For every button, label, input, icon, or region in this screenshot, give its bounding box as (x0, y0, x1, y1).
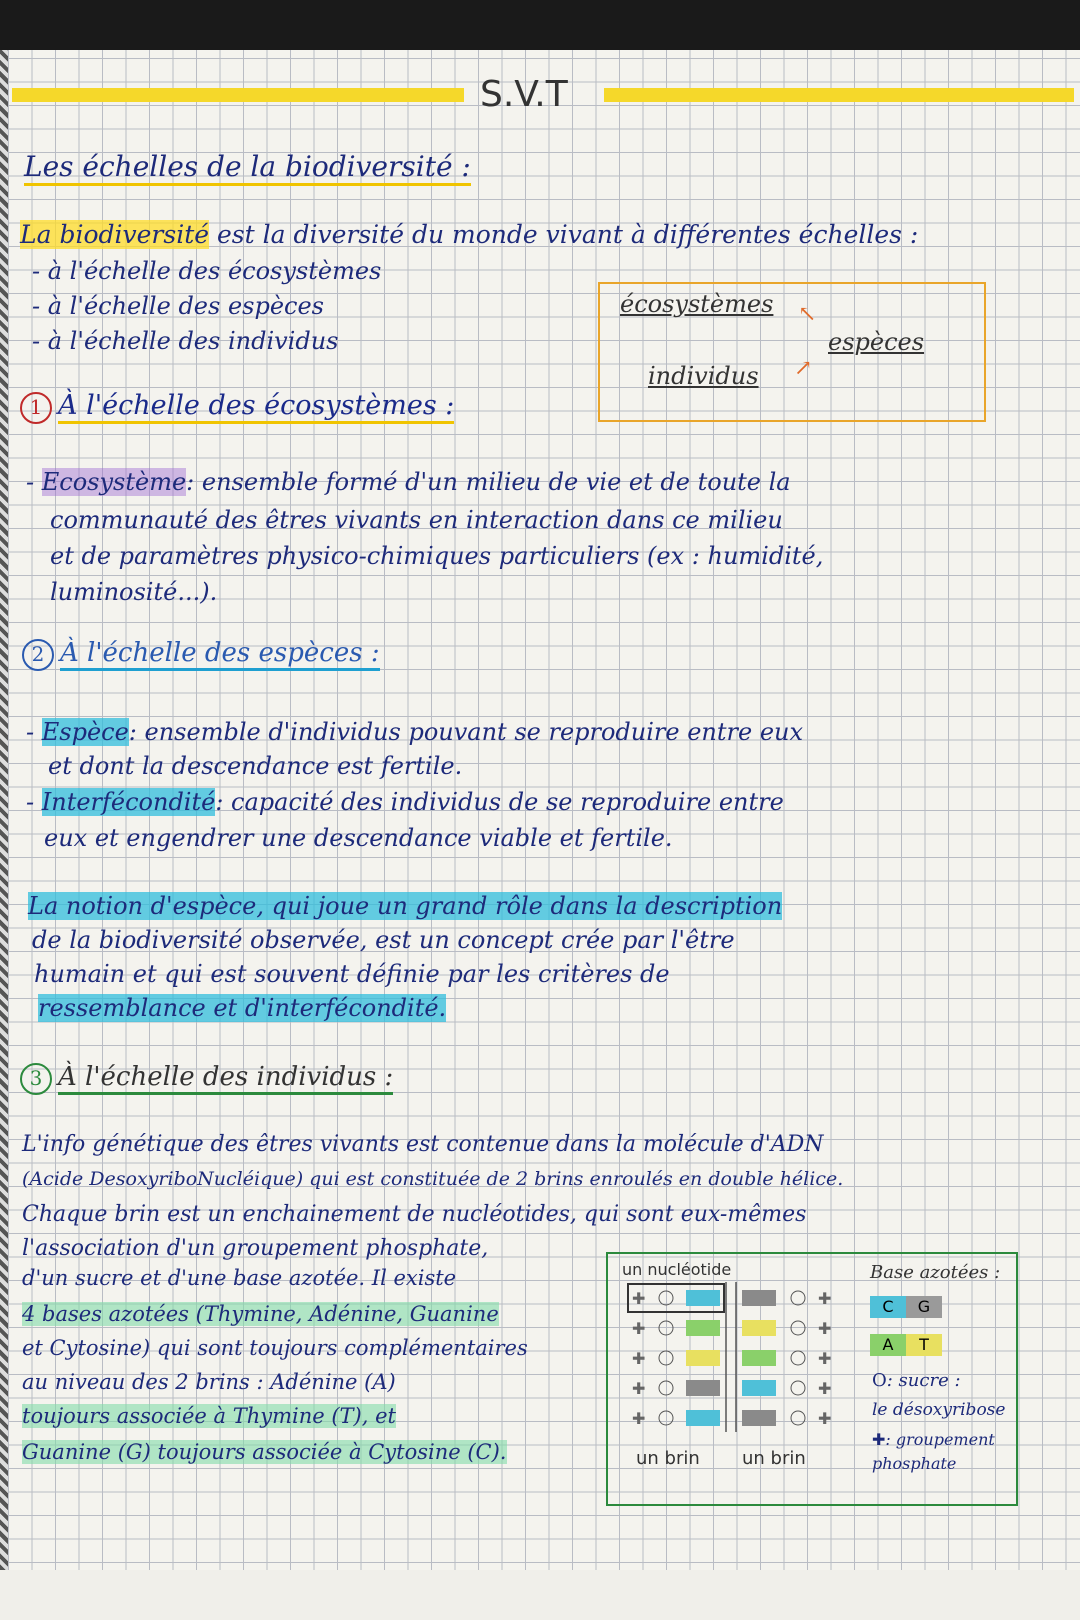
section1-text-1: : ensemble formé d'un milieu de vie et de toute la (186, 468, 791, 496)
diagram-especes: espèces (828, 328, 925, 356)
legend-at (870, 1334, 942, 1356)
section3-line-4: l'association d'un groupement phosphate, (22, 1236, 489, 1261)
section1-line-4: luminosité...). (50, 578, 218, 606)
legend-phosphate-2: phosphate (872, 1454, 957, 1473)
svg-text:✚: ✚ (632, 1319, 646, 1338)
section3-line-10: Guanine (G) toujours associée à Cytosine (C). (22, 1440, 507, 1464)
espece-paragraph-3: humain et qui est souvent définie par les critères de (34, 960, 670, 988)
interfec-line-1: - Interfécondité: capacité des individus de se reproduire entre (26, 788, 784, 816)
term-biodiversite: La biodiversité (20, 220, 210, 249)
title-bar-left (12, 88, 464, 102)
section3-line-5: d'un sucre et d'une base azotée. Il existe (22, 1266, 457, 1290)
section3-line-9: toujours associée à Thymine (T), et (22, 1404, 396, 1428)
legend-title: Base azotées : (870, 1262, 1001, 1283)
legend-phosphate (872, 1430, 995, 1449)
phosphate-icon: ✚ (872, 1430, 886, 1449)
svg-text:✚: ✚ (632, 1349, 646, 1368)
section2-title: À l'échelle des espèces : (60, 638, 380, 671)
page-title: S.V.T (480, 74, 568, 115)
legend-sucre (872, 1370, 961, 1391)
label-brin-2: un brin (742, 1448, 806, 1469)
section1-number: 1 (20, 392, 52, 424)
legend-cg (870, 1296, 942, 1318)
section1-line-3: et de paramètres physico-chimiques particuliers (ex : humidité, (50, 542, 824, 570)
interfec-text-1: : capacité des individus de se reproduire entre (215, 788, 784, 816)
term-espece: Espèce (41, 718, 129, 746)
section3-title: À l'échelle des individus : (58, 1062, 393, 1095)
espece-paragraph-1: La notion d'espèce, qui joue un grand rôle dans la description (28, 892, 783, 920)
section3-line-1: L'info génétique des êtres vivants est contenue dans la molécule d'ADN (22, 1132, 824, 1157)
title-bar-right (604, 88, 1074, 102)
section3-number: 3 (20, 1063, 52, 1095)
intro-heading: Les échelles de la biodiversité : (24, 150, 471, 186)
sugar-icon: O (872, 1370, 887, 1391)
section3-line-3: Chaque brin est un enchainement de nucléotides, qui sont eux-mêmes (22, 1202, 807, 1227)
left-strand (632, 1289, 720, 1428)
section3-line-8: au niveau des 2 brins : Adénine (A) (22, 1370, 396, 1394)
section1-heading (20, 390, 454, 424)
section3-heading (20, 1062, 393, 1095)
arrow-individus-to-especes-icon: ↗ (794, 356, 813, 381)
espece-paragraph-4: ressemblance et d'interfécondité. (38, 994, 447, 1022)
svg-text:✚: ✚ (818, 1349, 832, 1368)
term-ecosysteme: Ecosystème (41, 468, 187, 496)
section1-line-1: - Ecosystème: ensemble formé d'un milieu de vie et de toute la (26, 468, 791, 496)
svg-text:✚: ✚ (818, 1379, 832, 1398)
espece-paragraph-2: de la biodiversité observée, est un concept crée par l'être (32, 926, 735, 954)
section3-line-7: et Cytosine) qui sont toujours complémentaires (22, 1336, 528, 1360)
dna-strands-illustration (626, 1282, 846, 1442)
label-brin-1: un brin (636, 1448, 700, 1469)
espece-text-1: : ensemble d'individus pouvant se reproduire entre eux (128, 718, 804, 746)
legend-desoxyribose: le désoxyribose (872, 1400, 1006, 1420)
section1-line-2: communauté des êtres vivants en interaction dans ce milieu (50, 506, 783, 534)
espece-line-1: - Espèce: ensemble d'individus pouvant se reproduire entre eux (26, 718, 804, 746)
svg-text:✚: ✚ (818, 1289, 832, 1308)
legend-a-base: A (870, 1334, 906, 1356)
label-nucleotide: un nucléotide (622, 1260, 732, 1279)
legend-c-base: C (870, 1296, 906, 1318)
section3-line-2: (Acide DesoxyriboNucléique) qui est constituée de 2 brins enroulés en double hélice. (22, 1168, 844, 1190)
svg-text:✚: ✚ (818, 1319, 832, 1338)
page-bottom-background (0, 1570, 1080, 1620)
intro-item-1: - à l'échelle des écosystèmes (32, 257, 382, 285)
svg-text:✚: ✚ (818, 1409, 832, 1428)
notebook-page (8, 50, 1080, 1570)
espece-line-2: et dont la descendance est fertile. (48, 752, 463, 780)
legend-phosphate-text: : groupement (885, 1430, 995, 1449)
svg-text:✚: ✚ (632, 1379, 646, 1398)
legend-g-base: G (906, 1296, 942, 1318)
legend-t-base: T (906, 1334, 942, 1356)
section3-line-6: 4 bases azotées (Thymine, Adénine, Guanine (22, 1302, 499, 1326)
diagram-ecosystemes: écosystèmes (620, 290, 774, 318)
diagram-individus: individus (648, 362, 759, 390)
intro-item-2: - à l'échelle des espèces (32, 292, 324, 320)
definition-text: est la diversité du monde vivant à différentes échelles : (217, 220, 919, 249)
term-interfecondite: Interfécondité (41, 788, 216, 816)
intro-definition (20, 220, 918, 249)
svg-text:✚: ✚ (632, 1409, 646, 1428)
arrow-especes-to-ecosystemes-icon: ↖ (798, 302, 817, 327)
intro-item-3: - à l'échelle des individus (32, 327, 339, 355)
section2-number: 2 (22, 639, 54, 671)
interfec-line-2: eux et engendrer une descendance viable et fertile. (44, 824, 673, 852)
right-strand (742, 1289, 831, 1428)
svg-text:✚: ✚ (632, 1289, 646, 1308)
section2-heading (22, 638, 380, 671)
legend-sucre-text: : sucre : (886, 1370, 961, 1391)
section1-title: À l'échelle des écosystèmes : (58, 390, 454, 424)
